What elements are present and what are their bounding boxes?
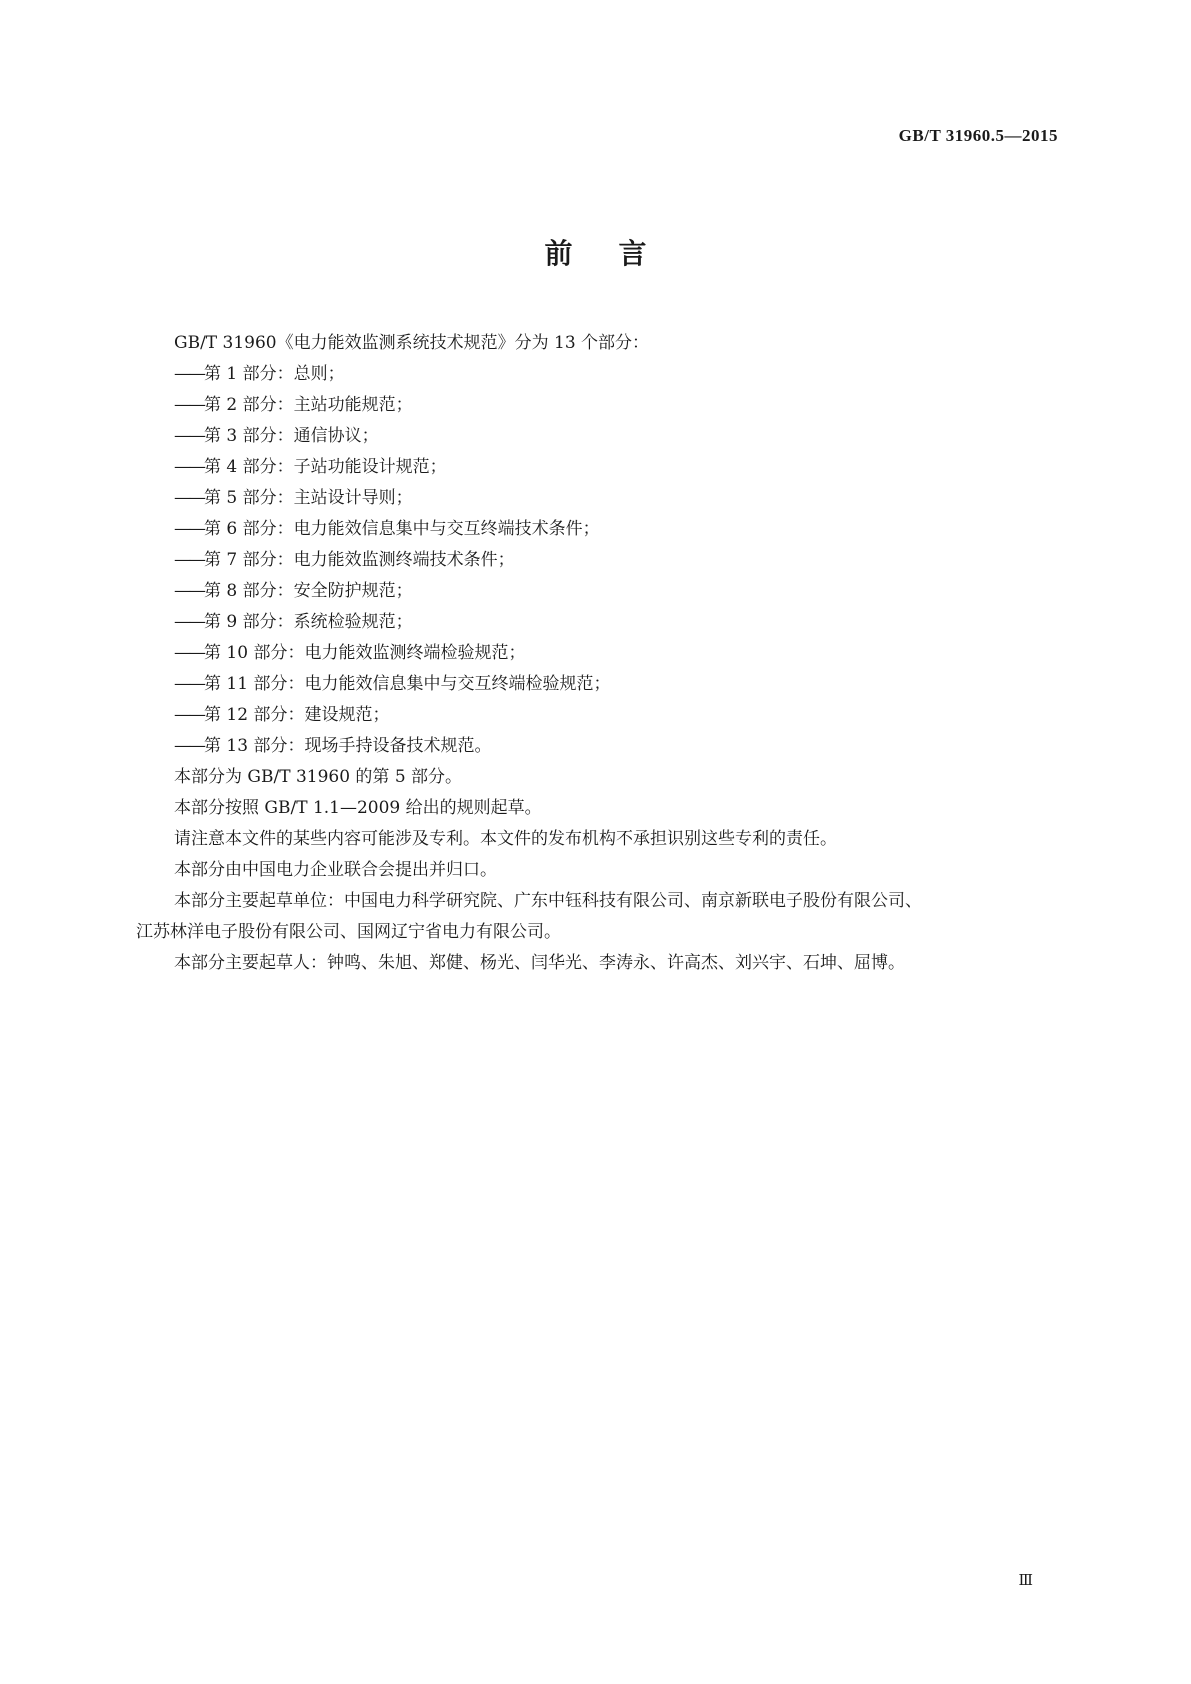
patent-notice-paragraph: 请注意本文件的某些内容可能涉及专利。本文件的发布机构不承担识别这些专利的责任。 xyxy=(174,829,837,849)
list-item xyxy=(136,359,1056,390)
intro-paragraph: GB/T 31960《电力能效监测系统技术规范》分为 13 个部分： xyxy=(174,333,650,353)
dash-marker: —— xyxy=(174,612,204,632)
dash-marker: —— xyxy=(174,364,204,384)
list-item-text: 第 6 部分：电力能效信息集中与交互终端技术条件； xyxy=(204,519,600,539)
dash-marker: —— xyxy=(174,674,204,694)
drafting-units-line-2: 江苏林洋电子股份有限公司、国网辽宁省电力有限公司。 xyxy=(136,922,561,942)
this-part-paragraph: 本部分为 GB/T 31960 的第 5 部分。 xyxy=(174,767,463,787)
dash-marker: —— xyxy=(174,581,204,601)
list-item xyxy=(136,483,1056,514)
dash-marker: —— xyxy=(174,736,204,756)
drafting-units-line-1: 本部分主要起草单位：中国电力科学研究院、广东中钰科技有限公司、南京新联电子股份有限公司、 xyxy=(174,891,922,911)
list-item-text: 第 10 部分：电力能效监测终端检验规范； xyxy=(204,643,526,663)
list-item xyxy=(136,607,1056,638)
list-item-text: 第 11 部分：电力能效信息集中与交互终端检验规范； xyxy=(204,674,611,694)
proposed-by-paragraph: 本部分由中国电力企业联合会提出并归口。 xyxy=(174,860,497,880)
dash-marker: —— xyxy=(174,457,204,477)
list-item xyxy=(136,731,1056,762)
list-item-text: 第 4 部分：子站功能设计规范； xyxy=(204,457,447,477)
dash-marker: —— xyxy=(174,550,204,570)
list-item xyxy=(136,421,1056,452)
list-item xyxy=(136,514,1056,545)
standard-number: GB/T 31960.5—2015 xyxy=(898,126,1058,145)
list-item xyxy=(136,545,1056,576)
page-title: 前言 xyxy=(544,237,693,270)
list-item-text: 第 7 部分：电力能效监测终端技术条件； xyxy=(204,550,515,570)
list-item-text: 第 3 部分：通信协议； xyxy=(204,426,379,446)
dash-marker: —— xyxy=(174,426,204,446)
list-item-text: 第 5 部分：主站设计导则； xyxy=(204,488,413,508)
drafting-units-paragraph xyxy=(136,886,1056,948)
list-item xyxy=(136,700,1056,731)
list-item-text: 第 13 部分：现场手持设备技术规范。 xyxy=(204,736,492,756)
dash-marker: —— xyxy=(174,488,204,508)
list-item-text: 第 9 部分：系统检验规范； xyxy=(204,612,413,632)
list-item-text: 第 1 部分：总则； xyxy=(204,364,345,384)
list-item xyxy=(136,452,1056,483)
list-item-text: 第 12 部分：建设规范； xyxy=(204,705,390,725)
parts-list xyxy=(136,359,1056,762)
document-body xyxy=(136,328,1056,979)
list-item xyxy=(136,576,1056,607)
list-item xyxy=(136,669,1056,700)
list-item xyxy=(136,390,1056,421)
drafting-rules-paragraph: 本部分按照 GB/T 1.1—2009 给出的规则起草。 xyxy=(174,798,542,818)
dash-marker: —— xyxy=(174,705,204,725)
drafters-paragraph: 本部分主要起草人：钟鸣、朱旭、郑健、杨光、闫华光、李涛永、许高杰、刘兴宇、石坤、屈博。 xyxy=(174,953,905,973)
dash-marker: —— xyxy=(174,643,204,663)
page-number: Ⅲ xyxy=(1018,1571,1033,1589)
list-item xyxy=(136,638,1056,669)
dash-marker: —— xyxy=(174,395,204,415)
dash-marker: —— xyxy=(174,519,204,539)
list-item-text: 第 8 部分：安全防护规范； xyxy=(204,581,413,601)
list-item-text: 第 2 部分：主站功能规范； xyxy=(204,395,413,415)
